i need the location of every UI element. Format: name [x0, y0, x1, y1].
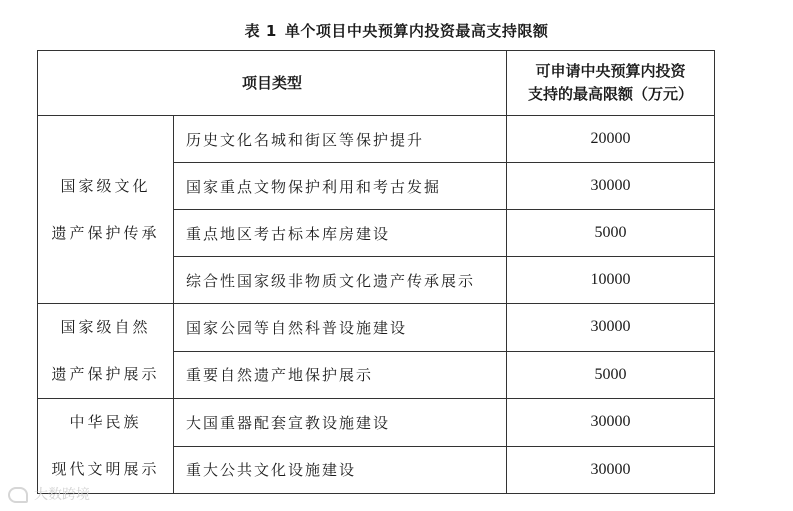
item-amount: 5000 [507, 210, 715, 257]
item-name: 综合性国家级非物质文化遗产传承展示 [174, 257, 507, 304]
item-amount: 30000 [507, 399, 715, 447]
item-amount: 5000 [507, 351, 715, 399]
item-name: 历史文化名城和街区等保护提升 [174, 116, 507, 163]
header-amount-line1: 可申请中央预算内投资 [535, 62, 686, 80]
table-row [38, 399, 715, 447]
item-name: 国家公园等自然科普设施建设 [174, 304, 507, 352]
table-number: 表 1 [244, 22, 277, 40]
watermark-logo-icon [8, 487, 28, 503]
table-row [38, 116, 715, 163]
item-amount: 30000 [507, 446, 715, 494]
item-name: 重点地区考古标本库房建设 [174, 210, 507, 257]
header-project-type: 项目类型 [38, 51, 507, 116]
item-amount: 30000 [507, 304, 715, 352]
item-name: 国家重点文物保护利用和考古发掘 [174, 163, 507, 210]
item-name: 大国重器配套宣教设施建设 [174, 399, 507, 447]
category-cultural-heritage: 国家级文化 遗产保护传承 [38, 116, 174, 304]
category-natural-heritage: 国家级自然 遗产保护展示 [38, 304, 174, 399]
investment-limit-table [37, 50, 715, 494]
item-amount: 30000 [507, 163, 715, 210]
header-amount-line2: 支持的最高限额（万元） [528, 85, 694, 103]
category-modern-civilization: 中华民族 现代文明展示 [38, 399, 174, 494]
table-row [38, 304, 715, 352]
table-caption [0, 20, 793, 41]
watermark-text: 大数跨境 [34, 487, 90, 503]
header-max-amount [507, 51, 715, 116]
header-row [38, 51, 715, 116]
watermark [8, 484, 90, 504]
table-title: 单个项目中央预算内投资最高支持限额 [284, 22, 549, 40]
item-name: 重要自然遗产地保护展示 [174, 351, 507, 399]
item-name: 重大公共文化设施建设 [174, 446, 507, 494]
item-amount: 10000 [507, 257, 715, 304]
item-amount: 20000 [507, 116, 715, 163]
